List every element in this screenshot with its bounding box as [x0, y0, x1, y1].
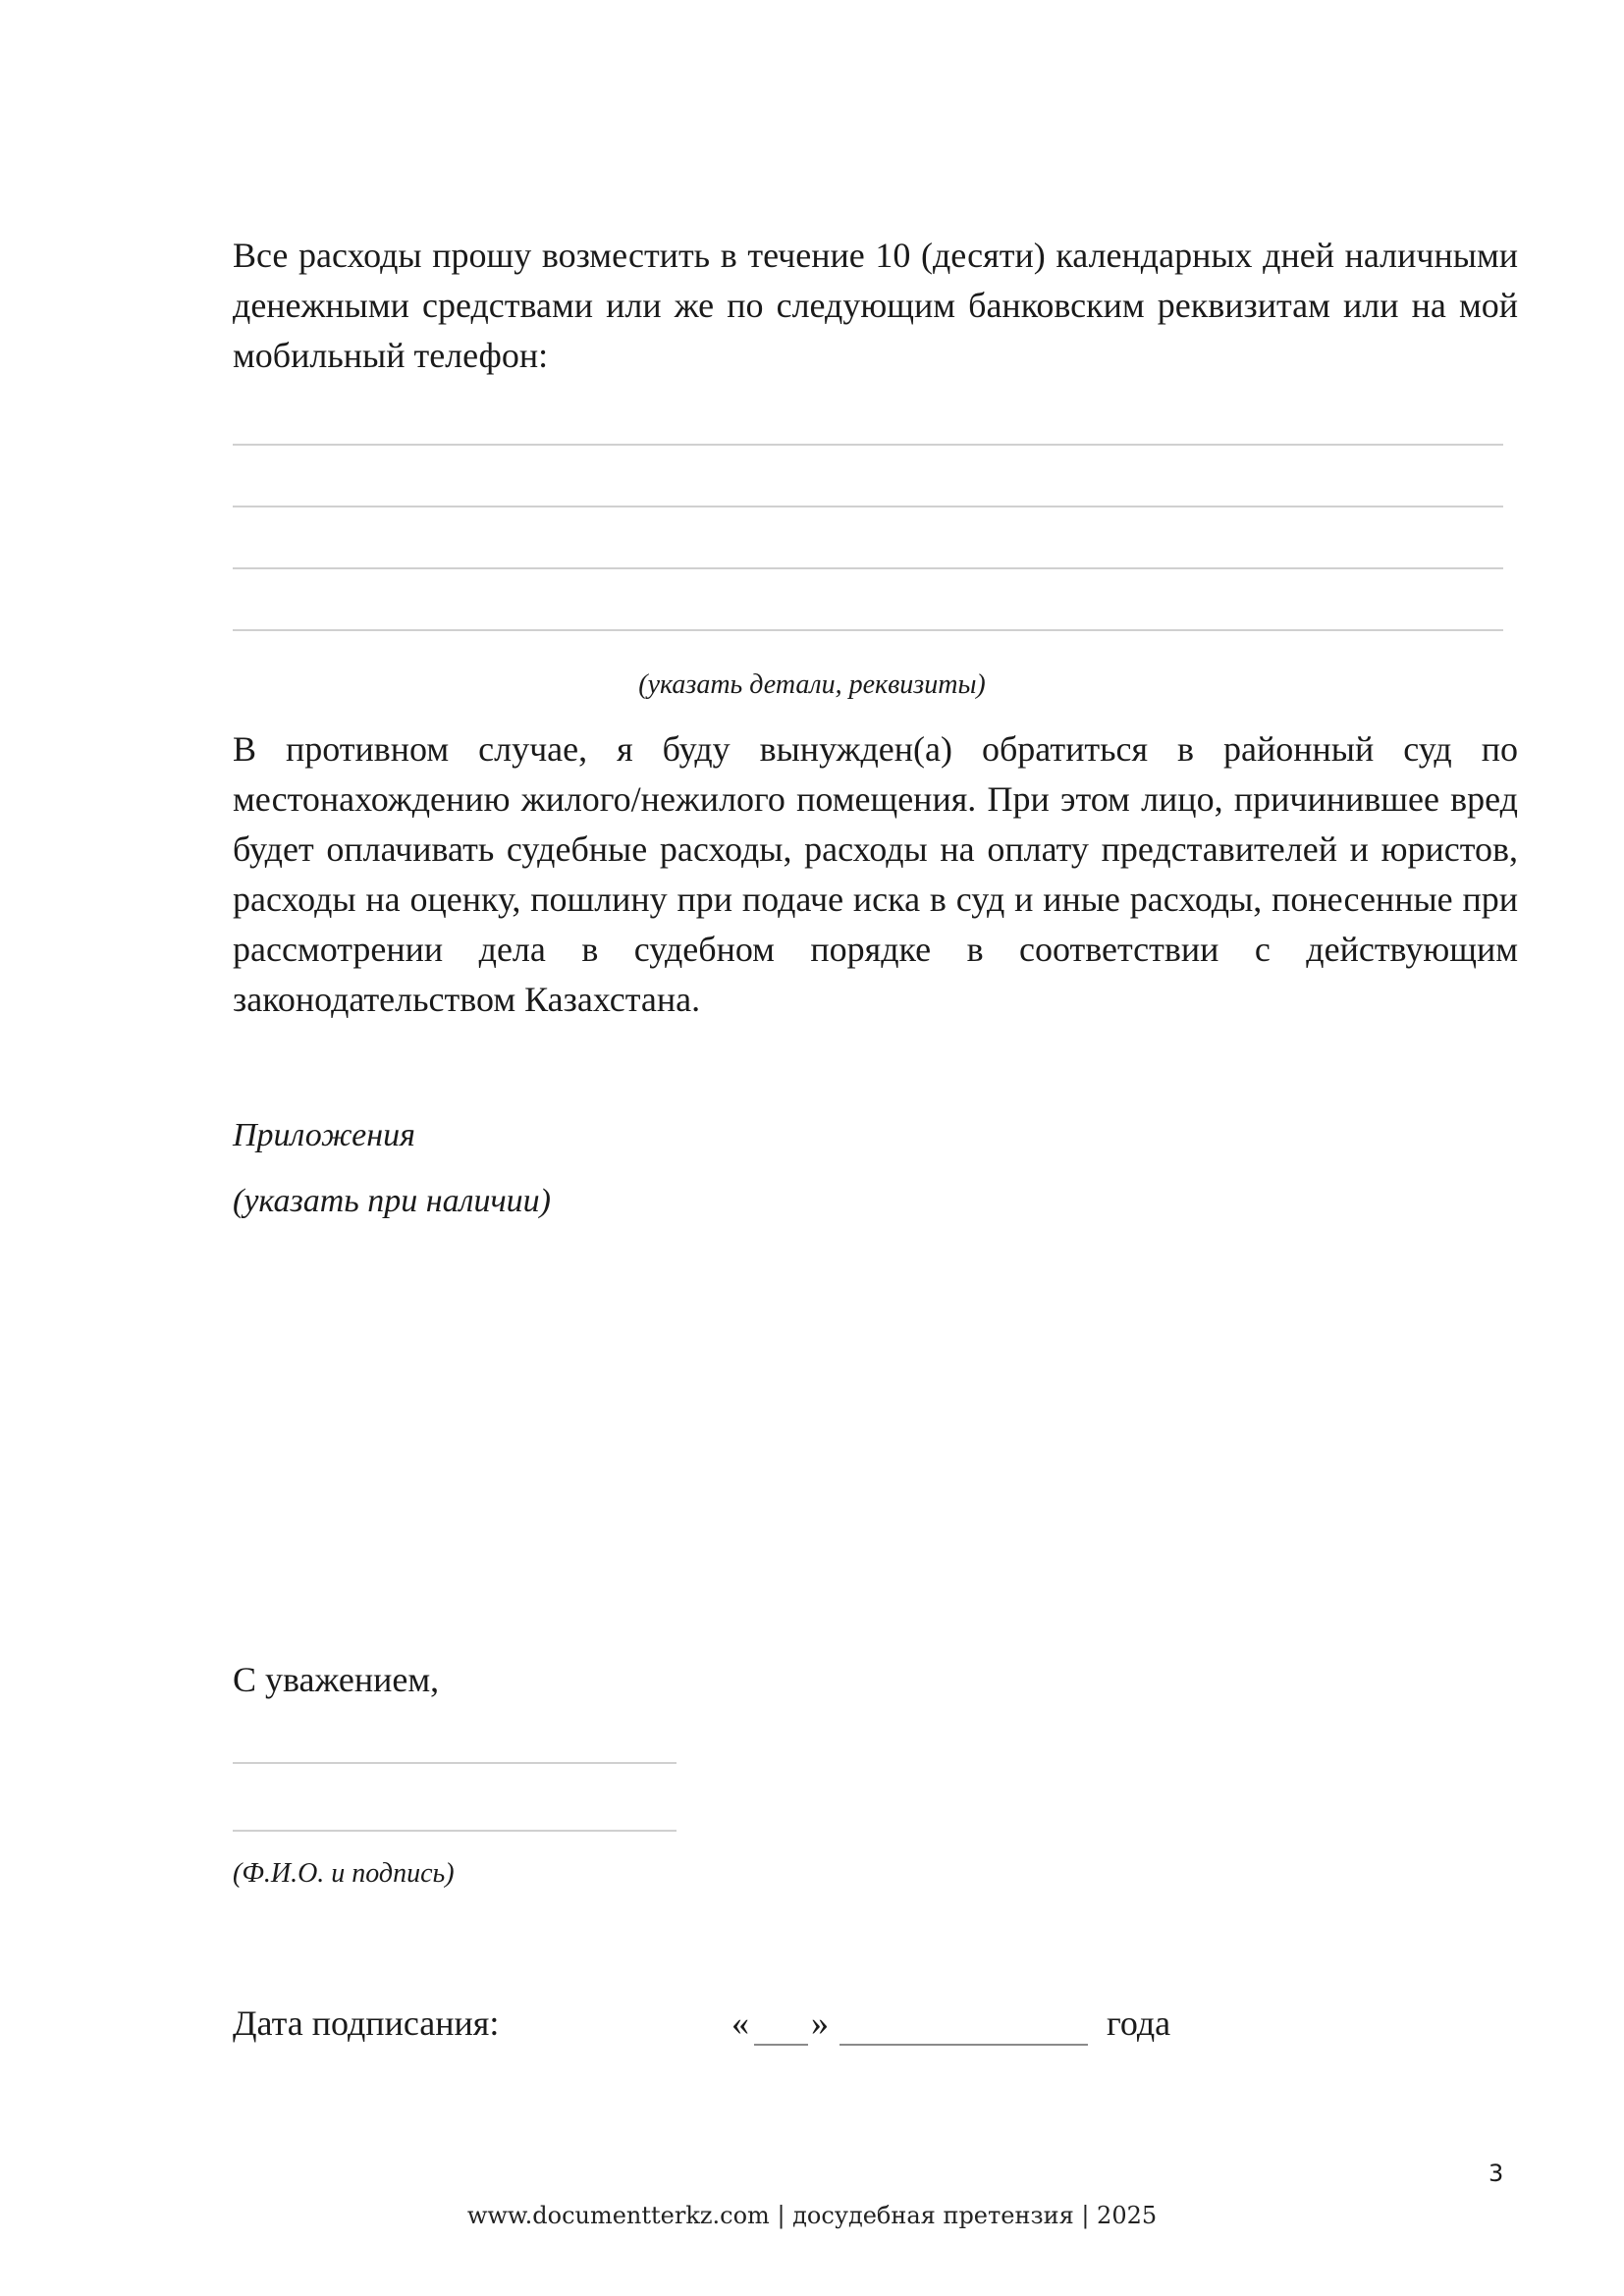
- details-fill-line-1[interactable]: [233, 444, 1503, 446]
- signature-caption: (Ф.И.О. и подпись): [233, 1858, 455, 1889]
- court-warning-paragraph: В противном случае, я буду вынужден(а) обратиться в районный суд по местонахождению жилого/нежилого помещения. При этом лицо, причинившее вред будет оплачивать судебные расходы, расходы на оплату представителей и юристов, расходы на оценку, пошлину при подаче иска в суд и иные расходы, понесенные при рассмотрении дела в судебном порядке в соответствии с действующим законодательством Казахстана.: [233, 729, 1518, 1019]
- date-label: Дата подписания:: [233, 2003, 500, 2043]
- payment-request-paragraph: Все расходы прошу возместить в течение 10 (десяти) календарных дней наличными денежными средствами или же по следующим банковским реквизитам или на мой мобильный телефон:: [233, 236, 1518, 375]
- details-fill-line-3[interactable]: [233, 567, 1503, 569]
- date-quote-close: »: [811, 2003, 829, 2043]
- details-caption: (указать детали, реквизиты): [638, 669, 986, 700]
- page-number: 3: [1489, 2160, 1504, 2187]
- attachments-hint: (указать при наличии): [233, 1183, 551, 1219]
- name-fill-line[interactable]: [233, 1762, 677, 1764]
- attachments-title: Приложения: [233, 1117, 415, 1153]
- date-year-word: года: [1107, 2003, 1171, 2043]
- day-fill-line[interactable]: [754, 2044, 808, 2046]
- details-fill-line-4[interactable]: [233, 629, 1503, 631]
- signature-fill-line[interactable]: [233, 1830, 677, 1832]
- month-fill-line[interactable]: [839, 2044, 1088, 2046]
- details-fill-line-2[interactable]: [233, 506, 1503, 507]
- page-footer: www.documentterkz.com | досудебная претензия | 2025: [466, 2202, 1158, 2229]
- date-quote-open: «: [731, 2003, 749, 2043]
- closing-salutation: С уважением,: [233, 1660, 440, 1699]
